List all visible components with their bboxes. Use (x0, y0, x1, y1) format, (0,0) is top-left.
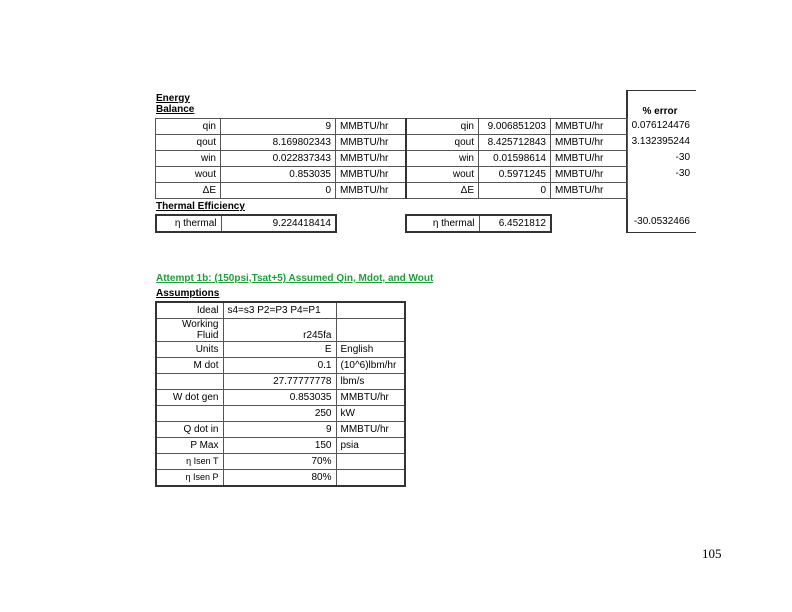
value: r245fa (223, 319, 336, 342)
row-label: ΔE (406, 183, 479, 199)
value: 0.01598614 (479, 151, 551, 167)
assumption-row (156, 319, 405, 342)
value: 9.006851203 (479, 119, 551, 135)
energy-row (156, 135, 628, 151)
unit: MMBTU/hr (336, 390, 405, 406)
row-label: Ideal (156, 302, 223, 319)
row-label (156, 374, 223, 390)
value: 80% (223, 470, 336, 487)
unit: MMBTU/hr (336, 422, 405, 438)
row-label (156, 406, 223, 422)
attempt-title: Attempt 1b: (150psi,Tsat+5) Assumed Qin, Mdot, and Wout (156, 273, 434, 284)
unit (336, 302, 405, 319)
row-label: qin (156, 119, 221, 135)
row-label: Q dot in (156, 422, 223, 438)
percent-error-value: -30 (675, 168, 690, 179)
value: E (223, 342, 336, 358)
unit: MMBTU/hr (336, 119, 406, 135)
unit: MMBTU/hr (336, 183, 406, 199)
percent-error-value: 3.132395244 (631, 136, 690, 147)
unit: MMBTU/hr (551, 167, 628, 183)
energy-balance-heading (156, 93, 194, 115)
row-label: M dot (156, 358, 223, 374)
thermal-efficiency-table-1 (155, 214, 337, 233)
unit: MMBTU/hr (336, 167, 406, 183)
unit: MMBTU/hr (551, 119, 628, 135)
assumption-row (156, 470, 405, 487)
value: 150 (223, 438, 336, 454)
energy-row (156, 151, 628, 167)
value: 0.1 (223, 358, 336, 374)
eta-thermal-value: 6.4521812 (479, 215, 551, 232)
unit: psia (336, 438, 405, 454)
value: 0.853035 (221, 167, 336, 183)
thermal-efficiency-heading: Thermal Efficiency (156, 201, 245, 212)
value: 9 (221, 119, 336, 135)
row-label: qin (406, 119, 479, 135)
value: 8.425712843 (479, 135, 551, 151)
row-label: Working Fluid (156, 319, 223, 342)
thermal-efficiency-table-2 (405, 214, 552, 233)
assumption-row (156, 390, 405, 406)
assumptions-heading: Assumptions (156, 288, 220, 299)
assumption-row (156, 374, 405, 390)
unit: English (336, 342, 405, 358)
value: 0 (221, 183, 336, 199)
assumption-row (156, 454, 405, 470)
heading-line: Energy (156, 93, 190, 104)
unit: MMBTU/hr (551, 183, 628, 199)
eta-thermal-error: -30.0532466 (633, 216, 690, 227)
row-label: qout (406, 135, 479, 151)
value: 27.77777778 (223, 374, 336, 390)
row-label: wout (406, 167, 479, 183)
value: 9 (223, 422, 336, 438)
value: s4=s3 P2=P3 P4=P1 (223, 302, 336, 319)
row-label: Units (156, 342, 223, 358)
row-label: wout (156, 167, 221, 183)
percent-error-header: % error (642, 106, 678, 117)
energy-row (156, 183, 628, 199)
row-label: win (156, 151, 221, 167)
value: 0.022837343 (221, 151, 336, 167)
eta-thermal-value: 9.224418414 (221, 215, 336, 232)
assumption-row (156, 342, 405, 358)
row-label: win (406, 151, 479, 167)
unit: (10^6)lbm/hr (336, 358, 405, 374)
value: 250 (223, 406, 336, 422)
assumption-row (156, 422, 405, 438)
assumption-row (156, 302, 405, 319)
value: 0.853035 (223, 390, 336, 406)
eta-thermal-label: η thermal (406, 215, 479, 232)
unit: MMBTU/hr (336, 151, 406, 167)
row-label: qout (156, 135, 221, 151)
percent-error-value: 0.076124476 (631, 120, 690, 131)
assumption-row (156, 438, 405, 454)
assumption-row (156, 358, 405, 374)
unit: MMBTU/hr (336, 135, 406, 151)
row-label: ΔE (156, 183, 221, 199)
row-label: η Isen T (156, 454, 223, 470)
energy-row (156, 167, 628, 183)
unit: lbm/s (336, 374, 405, 390)
row-label: P Max (156, 438, 223, 454)
value: 0.5971245 (479, 167, 551, 183)
percent-error-value: -30 (675, 152, 690, 163)
value: 0 (479, 183, 551, 199)
heading-line: Balance (156, 104, 195, 115)
unit: kW (336, 406, 405, 422)
unit: MMBTU/hr (551, 151, 628, 167)
eta-thermal-label: η thermal (156, 215, 221, 232)
value: 8.169802343 (221, 135, 336, 151)
row-label: W dot gen (156, 390, 223, 406)
energy-balance-table (155, 118, 628, 199)
value: 70% (223, 454, 336, 470)
unit (336, 470, 405, 487)
unit (336, 319, 405, 342)
row-label: η Isen P (156, 470, 223, 487)
assumption-row (156, 406, 405, 422)
unit (336, 454, 405, 470)
unit: MMBTU/hr (551, 135, 628, 151)
energy-row (156, 119, 628, 135)
page-number: 105 (702, 546, 722, 561)
assumptions-table (155, 301, 406, 487)
